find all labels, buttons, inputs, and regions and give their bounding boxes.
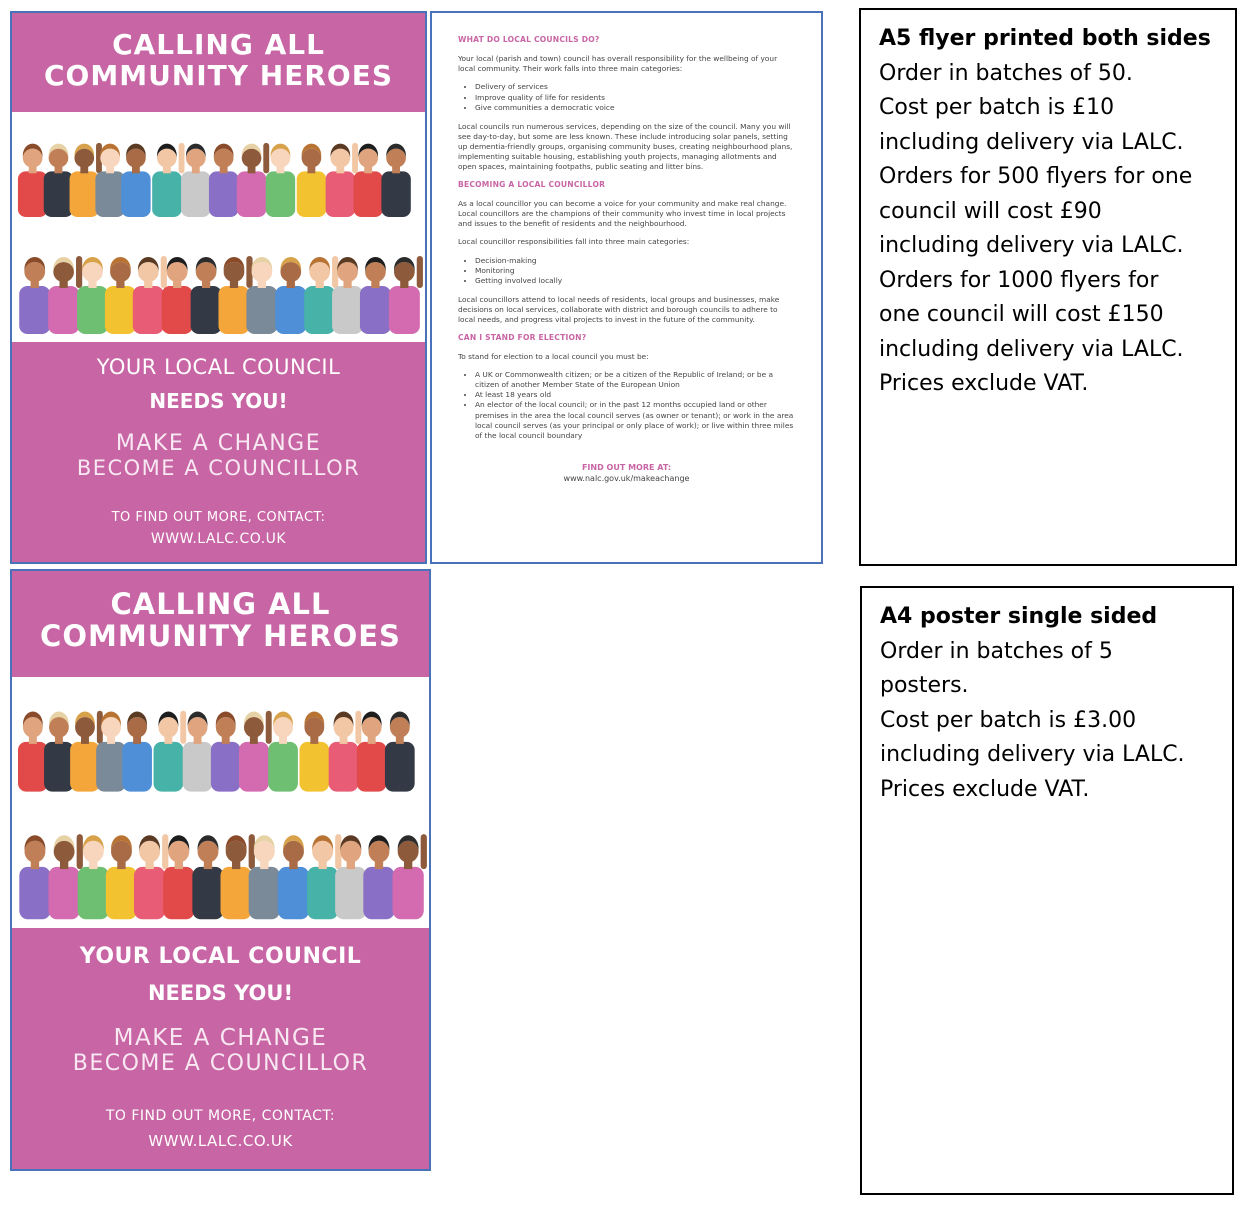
find-out-more	[458, 463, 795, 485]
list-eligibility	[458, 370, 795, 440]
flyer-line-become-a-councillor: BECOME A COUNCILLOR	[76, 456, 361, 480]
poster-pricing-heading: A4 poster single sided	[880, 604, 1158, 629]
poster-title	[12, 571, 429, 653]
flyer-title-line2: COMMUNITY HEROES	[43, 59, 393, 93]
heading-what-do-councils-do: WHAT DO LOCAL COUNCILS DO?	[458, 35, 600, 44]
list-item: • Getting involved locally	[475, 276, 795, 286]
poster-title-line1: CALLING ALL	[110, 587, 331, 621]
pricing-line: Order in batches of 5	[880, 638, 1113, 664]
flyer-people-illustration	[12, 112, 425, 342]
list-item: • An elector of the local council; or in the past 12 months occupied land or other premises in the area the local council serves (as owner or tenant); or work in the area local council serves (as your principal or only place of work); or live within three miles of the local council boundary	[475, 400, 795, 440]
heading-stand-for-election: CAN I STAND FOR ELECTION?	[458, 332, 587, 342]
poster-pricing-box	[860, 586, 1234, 1195]
flyer-line-make-a-change: MAKE A CHANGE	[115, 431, 322, 456]
poster-line-contact: TO FIND OUT MORE, CONTACT:	[105, 1108, 336, 1124]
list-responsibilities	[458, 256, 795, 286]
pricing-line: including delivery via LALC.	[880, 742, 1185, 767]
a5-flyer-front	[10, 11, 427, 564]
pricing-line: Prices exclude VAT.	[880, 776, 1090, 802]
pricing-line: Cost per batch is £10	[879, 95, 1115, 120]
poster-line-become-a-councillor: BECOME A COUNCILLOR	[72, 1051, 369, 1076]
a5-flyer-back	[430, 11, 823, 564]
pricing-line: Orders for 500 flyers for one	[879, 164, 1193, 189]
list-item: • A UK or Commonwealth citizen; or be a citizen of the Republic of Ireland; or be a citizen of another Member State of the European Union	[475, 370, 795, 390]
pricing-line: Cost per batch is £3.00	[880, 707, 1137, 733]
a4-poster	[10, 569, 431, 1171]
pricing-line: one council will cost £150	[879, 302, 1164, 327]
poster-line-needs-you: NEEDS YOU!	[147, 981, 294, 1005]
list-item: • Improve quality of life for residents	[475, 93, 795, 103]
list-categories	[458, 82, 795, 112]
paragraph-local-needs: Local councillors attend to local needs of residents, local groups and businesses, make decisions on local services, collaborate with district and borough councils to adhere to local needs, and progress vital projects to invest in the future of the community.	[458, 294, 780, 324]
pricing-line: Order in batches of 50.	[879, 60, 1133, 86]
flyer-title	[12, 13, 425, 92]
poster-line-your-local-council: YOUR LOCAL COUNCIL	[79, 944, 362, 969]
flyer-pricing-heading: A5 flyer printed both sides	[879, 26, 1211, 51]
pricing-line: council will cost £90	[879, 198, 1102, 224]
flyer-line-website: WWW.LALC.CO.UK	[150, 531, 287, 547]
paragraph-voice: As a local councillor you can become a voice for your community and make real change. Local councillors are the champions of their community who invest time in local projects and issues to the benefit of residents and the neighbourhood.	[458, 199, 787, 229]
flyer-line-needs-you: NEEDS YOU!	[149, 389, 288, 413]
pricing-line: Prices exclude VAT.	[879, 371, 1089, 396]
list-item: • At least 18 years old	[475, 390, 795, 400]
pricing-line: including delivery via LALC.	[879, 336, 1184, 362]
list-item: • Delivery of services	[475, 82, 795, 92]
heading-becoming-councillor: BECOMING A LOCAL COUNCILLOR	[458, 179, 606, 189]
paragraph-must-be: To stand for election to a local council you must be:	[458, 352, 649, 362]
poster-line-website: WWW.LALC.CO.UK	[148, 1132, 293, 1150]
pricing-line: including delivery via LALC.	[879, 233, 1184, 258]
poster-bottom-band	[12, 928, 429, 1169]
flyer-title-line1: CALLING ALL	[112, 28, 325, 61]
poster-line-make-a-change: MAKE A CHANGE	[113, 1025, 328, 1051]
list-item: • Decision-making	[475, 256, 795, 266]
pricing-line: Orders for 1000 flyers for	[879, 267, 1159, 293]
flyer-title-band	[12, 13, 425, 112]
paragraph-responsibility: Your local (parish and town) council has overall responsibility for the wellbeing of your local community. Their work falls into three main categories:	[458, 54, 778, 74]
flyer-bottom-band	[12, 342, 425, 562]
flyer-line-your-local-council: YOUR LOCAL COUNCIL	[96, 355, 341, 379]
flyer-pricing-box	[859, 8, 1237, 566]
find-out-more-heading: FIND OUT MORE AT:	[581, 462, 672, 472]
list-item: • Monitoring	[475, 266, 795, 276]
poster-title-band	[12, 571, 429, 677]
list-item: • Give communities a democratic voice	[475, 103, 795, 113]
pricing-line: posters.	[880, 673, 969, 698]
poster-people-illustration	[12, 677, 429, 928]
paragraph-services: Local councils run numerous services, depending on the size of the council. Many you will see day-to-day, but some are less known. These include introducing solar panels, setting up dementia-friendly groups, organising community buses, creating neighbourhood plans, implementing suitable housing, establishing youth projects, managing allotments and open spaces, maintaining footpaths, public seating and litter bins.	[458, 121, 793, 171]
flyer-line-contact: TO FIND OUT MORE, CONTACT:	[111, 510, 326, 525]
paragraph-responsibilities: Local councillor responsibilities fall into three main categories:	[458, 237, 690, 247]
poster-title-line2: COMMUNITY HEROES	[40, 619, 401, 654]
find-out-more-url: www.nalc.gov.uk/makeachange	[563, 473, 690, 483]
pricing-line: including delivery via LALC.	[879, 129, 1184, 155]
